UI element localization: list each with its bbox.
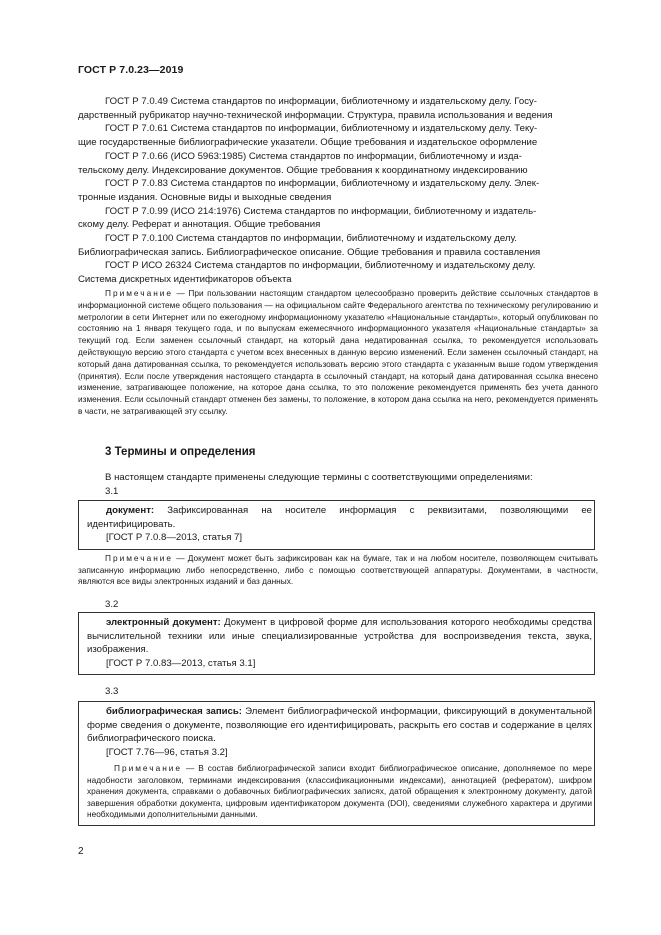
term-number-3-3: 3.3 bbox=[105, 686, 119, 697]
term-definition: библиографическая запись: Элемент библиографической информации, фиксирующий в документальной форме сведения о документе, позволяющие его идентифицировать, раскрыть его состав и содержание в целях библиографического поиска. bbox=[87, 706, 592, 744]
term-source: [ГОСТ 7.76—96, статья 3.2] bbox=[106, 746, 228, 758]
reference-3-line-1: ГОСТ Р 7.0.66 (ИСО 5963:1985) Система стандартов по информации, библиотечному и изда- bbox=[105, 150, 522, 162]
normative-references bbox=[78, 95, 598, 287]
term-definition: электронный документ: Документ в цифровой форме для использования которого необходимы средства вычислительной техники или иные специализированные устройства для воспроизведения текста, звука, изображения. bbox=[87, 617, 592, 655]
term-name: электронный документ: bbox=[106, 617, 221, 628]
term-number-3-1: 3.1 bbox=[105, 486, 119, 497]
term-number-3-2: 3.2 bbox=[105, 599, 119, 610]
reference-2-line-2: щие государственные библиографические указатели. Общие требования и издательское оформление bbox=[78, 137, 538, 149]
term-definition: документ: Зафиксированная на носителе информация с реквизитами, позволяющими ее идентифицировать. bbox=[87, 505, 592, 530]
term-name: документ: bbox=[106, 505, 155, 516]
note-label: Примечание bbox=[114, 763, 183, 773]
reference-4-line-1: ГОСТ Р 7.0.83 Система стандартов по информации, библиотечному и издательскому делу. Элек- bbox=[105, 178, 540, 190]
section-intro: В настоящем стандарте применены следующие термины с соответствующими определениями: bbox=[105, 472, 533, 483]
document-header: ГОСТ Р 7.0.23—2019 bbox=[78, 64, 184, 76]
page-number: 2 bbox=[78, 846, 84, 857]
note-label: Примечание bbox=[105, 288, 174, 298]
term-name: библиографическая запись: bbox=[106, 706, 242, 717]
term-source: [ГОСТ Р 7.0.8—2013, статья 7] bbox=[106, 532, 243, 543]
references-note bbox=[78, 288, 598, 418]
term-source: [ГОСТ Р 7.0.83—2013, статья 3.1] bbox=[106, 657, 256, 669]
note-label: Примечание bbox=[105, 553, 174, 563]
term-note-document bbox=[78, 553, 598, 588]
term-box-document bbox=[78, 500, 595, 550]
term-box-bibliographic-record bbox=[78, 701, 595, 826]
note-text: — При пользовании настоящим стандартом целесообразно проверить действие ссылочных стандартов в информационной системе общего пользования — на официальном сайте Федерального агентства по техническому регулированию и метрологии в сети Интернет или по ежегодному информационному указателю «Национальные стандарты», который опубликован по состоянию на 1 января текущего года, и по выпускам ежемесячного информационного указателя «Национальные стандарты» за текущий год. Если заменен ссылочный стандарт, на который дана недатированная ссылка, то рекомендуется использовать действующую версию этого стандарта с учетом всех внесенных в данную версию изменений. Если заменен ссылочный стандарт, на который дана датированная ссылка, то рекомендуется использовать версию этого стандарта с указанным выше годом утверждения (принятия). Если после утверждения настоящего стандарта в ссылочный стандарт, на который дана датированная ссылка внесено изменение, затрагивающее положение, на которое дана ссылка, то это положение рекомендуется применять без учета данного изменения. Если ссылочный стандарт отменен без замены, то положение, в котором дана ссылка на него, рекомендуется применять в части, не затрагивающей эту ссылку. bbox=[78, 288, 598, 416]
section-title: 3 Термины и определения bbox=[105, 446, 256, 458]
note-text: — Документ может быть зафиксирован как на бумаге, так и на любом носителе, позволяющем считывать записанную информацию либо непосредственно, либо с помощью соответствующей аппаратуры. Документами, в частности, являются все виды электронных изданий и баз данных. bbox=[78, 553, 598, 587]
reference-5-line-2: скому делу. Реферат и аннотация. Общие требования bbox=[78, 219, 321, 231]
reference-3-line-2: тельскому делу. Индексирование документов. Общие требования к координатному индексированию bbox=[78, 164, 528, 176]
reference-6-line-2: Библиографическая запись. Библиографическое описание. Общие требования и правила составления bbox=[78, 246, 541, 258]
reference-5-line-1: ГОСТ Р 7.0.99 (ИСО 214:1976) Система стандартов по информации, библиотечному и издатель- bbox=[105, 205, 537, 217]
reference-1-line-2: дарственный рубрикатор научно-технической информации. Структура, правила использования и ведения bbox=[78, 109, 553, 121]
reference-4-line-2: тронные издания. Основные виды и выходные сведения bbox=[78, 191, 332, 203]
reference-2-line-1: ГОСТ Р 7.0.61 Система стандартов по информации, библиотечному и издательскому делу. Теку- bbox=[105, 123, 538, 135]
note-text: — В состав библиографической записи входит библиографическое описание, дополняемое по мере надобности заголовком, терминами индексирования (классификационными индексами), аннотацией (рефератом), шифром хранения документа, справками о добавочных библиографических записях, датой обращения к электронному документу, датой завершения обработки документа, цифровым идентификатором документа (DOI), сведениями служебного характера и другими необходимыми дополнительными данными. bbox=[87, 763, 592, 820]
reference-7-line-1: ГОСТ Р ИСО 26324 Система стандартов по информации, библиотечному и издательскому делу. bbox=[105, 260, 536, 272]
term-note-bibliographic-record bbox=[87, 763, 592, 821]
term-box-electronic-document bbox=[78, 612, 595, 675]
reference-6-line-1: ГОСТ Р 7.0.100 Система стандартов по информации, библиотечному и издательскому делу. bbox=[105, 233, 517, 245]
reference-1-line-1: ГОСТ Р 7.0.49 Система стандартов по информации, библиотечному и издательскому делу. Госу- bbox=[105, 96, 537, 107]
reference-7-line-2: Система дискретных идентификаторов объекта bbox=[78, 274, 292, 286]
